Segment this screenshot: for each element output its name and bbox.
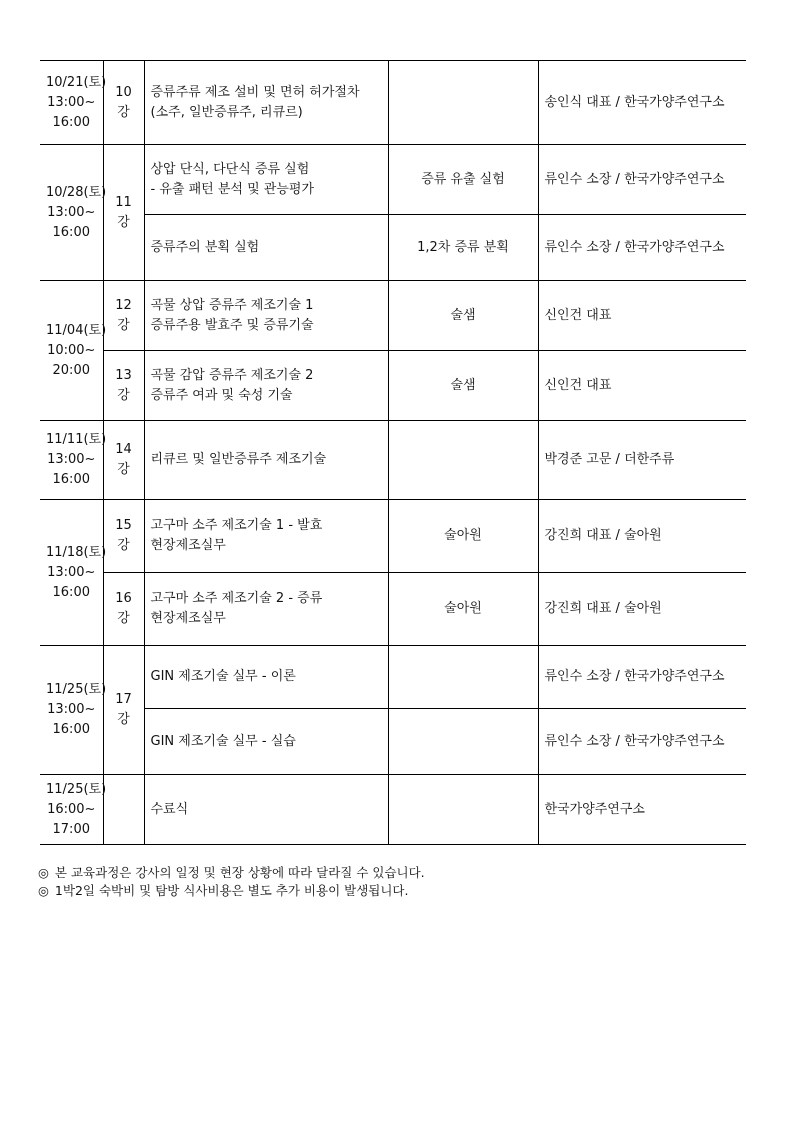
- instructor-cell: 강진희 대표 / 술아원: [538, 500, 746, 573]
- note-item: ◎ 1박2일 숙박비 및 탐방 식사비용은 별도 추가 비용이 발생됩니다.: [38, 883, 409, 898]
- lecture-cell: 17강: [103, 646, 144, 775]
- subject-cell: 상압 단식, 다단식 증류 실험 - 유출 패턴 분석 및 관능평가: [144, 145, 388, 215]
- instructor-cell: 박경준 고문 / 더한주류: [538, 421, 746, 500]
- note-item: ◎ 본 교육과정은 강사의 일정 및 현장 상황에 따라 달라질 수 있습니다.: [38, 865, 425, 880]
- practice-cell: [388, 709, 538, 775]
- instructor-cell: 류인수 소장 / 한국가양주연구소: [538, 709, 746, 775]
- instructor-cell: 한국가양주연구소: [538, 775, 746, 845]
- subject-cell: 고구마 소주 제조기술 2 - 증류 현장제조실무: [144, 573, 388, 646]
- practice-cell: 증류 유출 실험: [388, 145, 538, 215]
- subject-cell: 곡물 감압 증류주 제조기술 2 증류주 여과 및 숙성 기술: [144, 351, 388, 421]
- schedule-table: [40, 60, 746, 845]
- lecture-cell: 12강: [103, 281, 144, 351]
- lecture-cell: 13강: [103, 351, 144, 421]
- subject-cell: 리큐르 및 일반증류주 제조기술: [144, 421, 388, 500]
- practice-cell: [388, 775, 538, 845]
- table-row: [40, 646, 746, 709]
- subject-cell: GIN 제조기술 실무 - 이론: [144, 646, 388, 709]
- subject-cell: 수료식: [144, 775, 388, 845]
- table-row: [40, 573, 746, 646]
- date-cell: 10/21(토) 13:00~ 16:00: [40, 61, 103, 145]
- double-circle-icon: ◎: [38, 883, 49, 898]
- practice-cell: 술샘: [388, 281, 538, 351]
- date-cell: 11/11(토) 13:00~ 16:00: [40, 421, 103, 500]
- practice-cell: 술아원: [388, 573, 538, 646]
- table-row: [40, 281, 746, 351]
- table-row: [40, 421, 746, 500]
- table-row: [40, 351, 746, 421]
- lecture-cell: 11강: [103, 145, 144, 281]
- lecture-cell: 15강: [103, 500, 144, 573]
- date-cell: 10/28(토) 13:00~ 16:00: [40, 145, 103, 281]
- instructor-cell: 류인수 소장 / 한국가양주연구소: [538, 215, 746, 281]
- table-row: [40, 61, 746, 145]
- subject-cell: 증류주의 분획 실험: [144, 215, 388, 281]
- lecture-cell: 10강: [103, 61, 144, 145]
- lecture-cell: 16강: [103, 573, 144, 646]
- practice-cell: [388, 61, 538, 145]
- table-row: [40, 709, 746, 775]
- subject-cell: 고구마 소주 제조기술 1 - 발효 현장제조실무: [144, 500, 388, 573]
- instructor-cell: 강진희 대표 / 술아원: [538, 573, 746, 646]
- practice-cell: 술아원: [388, 500, 538, 573]
- double-circle-icon: ◎: [38, 865, 49, 880]
- practice-cell: 1,2차 증류 분획: [388, 215, 538, 281]
- subject-cell: 곡물 상압 증류주 제조기술 1 증류주용 발효주 및 증류기술: [144, 281, 388, 351]
- practice-cell: [388, 421, 538, 500]
- instructor-cell: 신인건 대표: [538, 281, 746, 351]
- table-row: [40, 215, 746, 281]
- practice-cell: [388, 646, 538, 709]
- instructor-cell: 신인건 대표: [538, 351, 746, 421]
- lecture-cell: 14강: [103, 421, 144, 500]
- subject-cell: 증류주류 제조 설비 및 면허 허가절차 (소주, 일반증류주, 리큐르): [144, 61, 388, 145]
- date-cell: 11/25(토) 16:00~ 17:00: [40, 775, 103, 845]
- date-cell: 11/18(토) 13:00~ 16:00: [40, 500, 103, 646]
- lecture-cell: [103, 775, 144, 845]
- instructor-cell: 류인수 소장 / 한국가양주연구소: [538, 145, 746, 215]
- date-cell: 11/04(토) 10:00~ 20:00: [40, 281, 103, 421]
- notes-section: [38, 864, 425, 900]
- table-row: [40, 500, 746, 573]
- instructor-cell: 류인수 소장 / 한국가양주연구소: [538, 646, 746, 709]
- table-row: [40, 145, 746, 215]
- instructor-cell: 송인식 대표 / 한국가양주연구소: [538, 61, 746, 145]
- subject-cell: GIN 제조기술 실무 - 실습: [144, 709, 388, 775]
- practice-cell: 술샘: [388, 351, 538, 421]
- date-cell: 11/25(토) 13:00~ 16:00: [40, 646, 103, 775]
- table-row: [40, 775, 746, 845]
